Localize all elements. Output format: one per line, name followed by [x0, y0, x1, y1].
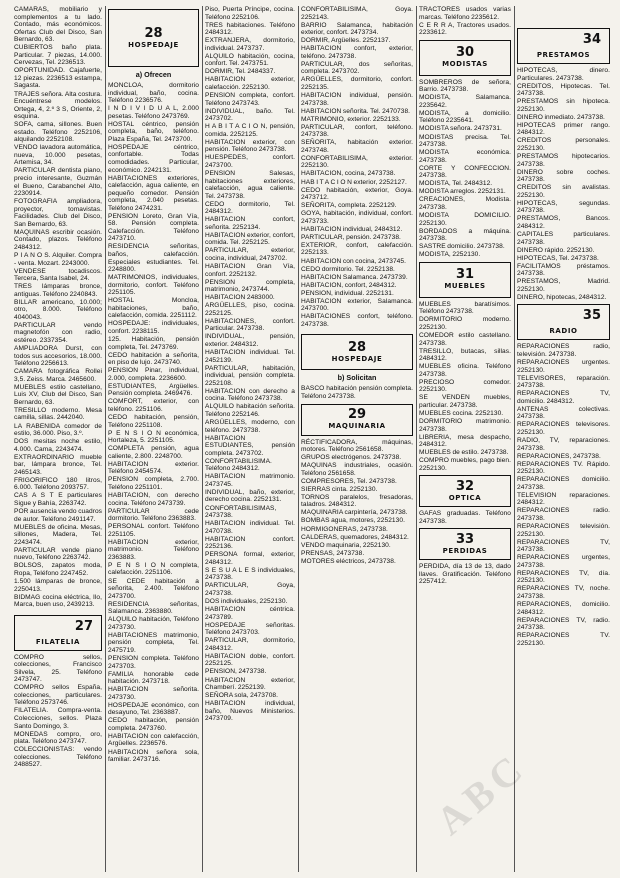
classified-ad: DOS individuales, 2252130.: [205, 598, 288, 606]
classified-ad: EXTRANJERA, dormitorio, individual. 2473737.: [205, 37, 295, 52]
classified-ad: PRESTAMOS, Bancos. 2484312.: [517, 215, 610, 230]
classified-ad: MATRIMONIOS, individuales, dormitorio, confort. Teléfono 2251105.: [108, 274, 199, 297]
classified-ad: COMPRO sellos España, colecciones, particulares. Teléfono 2573746.: [14, 684, 102, 707]
classified-ad: HABITACION, confort, 2484312.: [301, 281, 397, 289]
classified-ad: REPARACIONES, 2473738.: [517, 452, 601, 460]
classified-ad: GRUPOS electrógenos. 2473738.: [301, 454, 402, 462]
classified-ad: HIPOTECAS primer rango. 2484312.: [517, 121, 610, 137]
classified-ad: HOSTAL Moncloa, habitaciones, baño, calefacción, comida. 2251112.: [108, 297, 199, 320]
classified-ad: PARTICULAR, Goya, 2473738.: [205, 582, 295, 598]
col5-listings-e: [419, 563, 511, 586]
classified-ad: VENDO lavadora automática, nueva, 10.000 pesetas, Artemisa, 34.: [14, 144, 102, 167]
section-number: 35: [582, 308, 601, 324]
classified-ad: REPARACIONES TV, domicilio. 2484312.: [517, 390, 610, 405]
classified-ad: COMPRO muebles, pago bien. 2252130.: [419, 457, 511, 472]
classified-ad: MODISTA, Tel. 2484312.: [419, 180, 493, 188]
classified-ad: HABITACION individual, baño, Nuevos Ministerios. 2473709.: [205, 700, 295, 723]
classified-ad: CAPITALES particulares. 2473738.: [517, 230, 610, 246]
classified-ad: MODISTA DOMICILIO. 2252130.: [419, 211, 511, 227]
classified-ad: PENSION, individual. 2252131.: [301, 289, 394, 297]
classified-ad: P E N S I O N económica, Hortaleza, 5. 2251105.: [108, 429, 199, 445]
classified-ad: MATRIMONIO, exterior. 2252133.: [301, 115, 401, 123]
classified-ad: PARTICULAR, pensión. 2473738.: [301, 233, 401, 241]
classified-ad: OPORTUNIDAD. Cajafuerte, 12 piezas. 2236513 estampa, Sagasta.: [14, 67, 102, 90]
classified-ad: BORDADOS a máquina. 2473738.: [419, 227, 511, 243]
classified-ad: DINERO inmediato. 2473738.: [517, 113, 605, 121]
classified-ad: TRES habitaciones. Teléfono 2484312.: [205, 21, 295, 37]
classified-ad: ALQUILO habitación, Teléfono 2473730.: [108, 616, 199, 631]
classified-ad: P E N S I O N completa, calefacción. 2251106.: [108, 561, 199, 577]
classified-ad: MODISTA señora. 2473731.: [419, 125, 502, 133]
section-number: 33: [455, 531, 475, 547]
classified-ad: PENSION completa, confort. Teléfono 2473743.: [205, 92, 295, 107]
section-title: FILATELIA: [35, 637, 81, 646]
classified-ad: MAQUINAS escribir ocasión. Contado, plazos. Teléfono 2484312.: [14, 228, 102, 251]
classified-ad: CORTE Y CONFECCION. 2473738.: [419, 164, 511, 180]
section-title: HOSPEDAJE: [128, 40, 179, 49]
col5-listings-a: [419, 6, 511, 37]
classified-ad: HOSTAL céntrico, pensión completa, baño, teléfono. Plaza España, Tel. 2473700.: [108, 120, 199, 143]
classified-ad: HABITACION individual, pensión. 2473738.: [301, 92, 413, 107]
classified-ad: HABITACION Gran Vía, confort. 2252132.: [205, 263, 295, 278]
classified-ad: ARGÜELLES, moderno, con teléfono. 2473738.: [205, 418, 295, 434]
classified-ad: HABITACION individual. Tel. 2470738.: [205, 520, 295, 535]
classified-ad: DORMITORIO moderno. 2252130.: [419, 316, 511, 331]
section-title: MUEBLES: [444, 282, 486, 291]
classified-ad: HABITACIONES exteriores, calefacción, agua caliente, en pequeño comedor. Pensión completa, 2.040 pesetas. Teléfono 2474231.: [108, 174, 199, 212]
classified-ad: HABITACION individual, 2484312.: [301, 225, 403, 233]
col3-listings: [205, 6, 295, 723]
classified-ad: HABITACION individual. Tel. 2452139.: [205, 349, 295, 364]
column-4: [301, 6, 413, 872]
col6-listings-b: [517, 343, 610, 647]
column-2: [108, 6, 199, 872]
classified-ad: INDIVIDUAL, pensión, exterior. 2484312.: [205, 333, 295, 349]
classified-ad: REPARACIONES radio. 2473738.: [517, 507, 610, 522]
classified-ad: COMEDOR estilo castellano. 2473738.: [419, 331, 511, 347]
classified-ad: POR ausencia vendo cuadros de autor. Teléfono 2491147.: [14, 508, 102, 523]
classified-ad: FACILITAMOS préstamos. 2473738.: [517, 262, 610, 278]
classified-ad: MODISTA económica. 2473738.: [419, 149, 511, 164]
classified-ad: DORMIR, Tel. 2484337.: [205, 68, 276, 76]
classified-ad: I N D I V I D U A L, 2.000 pesetas. Teléfono 2473769.: [108, 105, 199, 120]
watermark-logo: ABC: [427, 743, 535, 844]
classified-ad: REPARACIONES TV. 2252130.: [517, 632, 610, 647]
classified-ad: AMPLIADORA Durst, con todos sus accesorios, 18.000. Teléfono 2256613.: [14, 345, 102, 368]
classified-ad: REPARACIONES, domicilio. 2484312.: [517, 600, 610, 616]
classified-ad: DINERO sobre coches. 2473738.: [517, 168, 610, 184]
classified-ad: FILATELIA. Compra-venta. Colecciones, sellos. Plaza Santo Domingo, 3.: [14, 707, 102, 730]
classified-ad: HABITACION confort. 2252136.: [205, 535, 295, 551]
section-title: OPTICA: [448, 493, 482, 502]
classified-ad: REPARACIONES TV. Rápido. 2252130.: [517, 460, 610, 476]
classified-ad: CONFORTABILISIMAS, 2473738.: [205, 504, 277, 520]
classified-ad: ARGÜELLES, dormitorio, confort. 2252135.: [301, 76, 413, 91]
classified-ad: ALQUILO habitación señorita. Teléfono 2252146.: [205, 403, 295, 418]
classified-ad: HABITACION confort, exterior, teléfono. 2473738.: [301, 45, 413, 60]
section-27-header: [14, 615, 102, 651]
classified-ad: REPARACIONES TV, radio. 2473738.: [517, 616, 610, 632]
classified-ad: HABITACION exterior. Teléfono 2454574.: [108, 460, 199, 476]
classified-ad: PRESTAMOS, Madrid. 2252130.: [517, 278, 610, 293]
classified-ad: RADIO, TV, reparaciones. 2473738.: [517, 436, 610, 452]
classified-ad: SOMBREROS de señora, Barrio. 2473738.: [419, 78, 511, 94]
column-6: [517, 6, 610, 872]
classified-ad: MONEDAS compro, oro, plata. Teléfono 2473747.: [14, 730, 102, 746]
section-30-header: [419, 40, 511, 76]
classified-ad: Piso, Puerta Príncipe, cocina. Teléfono 2252106.: [205, 6, 295, 21]
classified-ad: FRIGORIFICO 180 litros, 6.000. Teléfono 2093757.: [14, 476, 102, 492]
classified-ad: HAB I T A C I O N exterior, 2252127.: [301, 178, 407, 186]
classified-ad: HABITACION matrimonio. 2473745.: [205, 473, 295, 488]
classified-ad: REPARACIONES radio, televisión. 2473738.: [517, 343, 610, 358]
classified-ad: MONCLOA, dormitorio individual, baño, cocina. Teléfono 2236576.: [108, 82, 199, 105]
classified-ad: SASTRE domicilio. 2473738.: [419, 243, 505, 251]
classified-ad: CEDO habitación, pensión completa. 2473760.: [108, 717, 199, 732]
column-5: [419, 6, 511, 872]
section-title: RADIO: [549, 327, 578, 336]
section-subheading: a) Ofrecen: [135, 70, 172, 79]
section-title: MODISTAS: [442, 60, 488, 69]
section-number: 34: [582, 32, 601, 47]
col4-listings-a: [301, 6, 413, 328]
col1-listings-a: [14, 6, 102, 609]
classified-ad: HIPOTECAS, segundas. 2473738.: [517, 199, 610, 215]
classified-ad: COMFORT, exterior, con teléfono. 2251106.: [108, 398, 199, 413]
classified-ad: CREDITOS personales. 2252130.: [517, 137, 610, 152]
classified-ad: HABITACION, con derecho cocina. Teléfono 2473739.: [108, 491, 199, 507]
classified-ad: 125. Habitación, pensión completa, Tel. 2473769.: [108, 336, 199, 351]
classified-ad: HOSPEDAJE económico, con desayuno, Tel. 2363887.: [108, 701, 199, 717]
section-number: 30: [455, 45, 475, 61]
classified-ad: PERSONA formal, exterior, 2484312.: [205, 551, 295, 566]
classified-ad: HOSPEDAJE: individuales, confort. 2238115.: [108, 320, 199, 335]
classified-ad: FAMILIA honorable cede habitación. 2473718.: [108, 670, 199, 686]
classified-ad: PARTICULAR dentista piano, precio interesante, Guzmán el Bueno, Carabanchel Alto, 2230914.: [14, 167, 102, 198]
classified-ad: FOTOGRAFIA ampliadora, proyector, tomavistas. Facilidades. Club del Disco, San Bernardo, 63.: [14, 198, 102, 228]
classified-ad: HABITACION exterior, calefacción. 2252130.: [205, 76, 295, 91]
classified-ad: EXTERIOR, confort, calefacción. 2252133.: [301, 241, 413, 257]
classified-ad: MUEBLES estilo castellano, Luis XV, Club del Disco, San Bernardo, 63.: [14, 383, 102, 406]
col2-listings: [108, 82, 199, 764]
classified-ad: REPARACIONES domicilio. 2473738.: [517, 476, 610, 491]
classified-ad: MAQUINARIA carpintería, 2473738.: [301, 509, 408, 517]
section-number: 27: [74, 618, 93, 634]
classified-ad: MUEBLES oficina. Teléfono 2473738.: [419, 363, 511, 378]
classified-ad: MODISTAS precisa. Tel. 2473738.: [419, 133, 511, 149]
classified-ad: CUBIERTOS baño plata. Particular. 7 piezas, 14.000. Cervezas, Tel. 2236513.: [14, 44, 102, 67]
section-title: HOSPEDAJE: [331, 354, 383, 363]
section-28b-header: [301, 334, 413, 370]
classified-ad: HUESPEDES, confort. 2473700.: [205, 154, 295, 169]
section-31-header: [419, 262, 511, 298]
classified-ad: TORNOS paralelos, fresadoras, taladros. 2484312.: [301, 493, 413, 509]
classified-ad: COMPLETA pensión, agua caliente, 2.800. 2248700.: [108, 445, 199, 460]
section-subheading: b) Solicitan: [337, 373, 377, 383]
classified-ad: DOS mesitas noche estilo, 4.000. Cama, 2243474.: [14, 438, 102, 453]
classified-ad: MUEBLES de oficina. Mesas, sillones, Madera, Tel. 2243474.: [14, 523, 102, 546]
classified-ad: MUEBLES cocina. 2252130.: [419, 409, 504, 417]
classified-ad: PENSION Salesas, habitaciones exteriores, calefacción, agua caliente. Tel. 2473738.: [205, 169, 295, 200]
column-1: [14, 6, 102, 872]
classified-page: [14, 6, 610, 872]
classified-ad: PARTICULAR cede dormitorio. Teléfono 2363883.: [108, 507, 199, 523]
classified-ad: DINERO rápido. 2252130.: [517, 246, 595, 254]
classified-ad: CALDERAS, quemadores, 2484312.: [301, 533, 409, 541]
section-29-header: [301, 404, 413, 436]
classified-ad: HABITACION Salamanca. 2473739.: [301, 273, 408, 281]
col4-listings-b: [301, 385, 413, 400]
classified-ad: PENSION completa, 2.700. Teléfono 2251101.: [108, 476, 199, 491]
classified-ad: CREDITOS sin avalistas. 2252130.: [517, 184, 610, 199]
classified-ad: BOMBAS agua, motores, 2252130.: [301, 517, 405, 525]
classified-ad: PRECIOSO comedor. 2252130.: [419, 378, 511, 394]
classified-ad: HABITACION con cocina, 2473745.: [301, 257, 406, 265]
classified-ad: DORMITORIO matrimonio. 2473738.: [419, 417, 511, 433]
classified-ad: S E S U A L E S individuales, 2473738.: [205, 566, 295, 582]
classified-ad: MUEBLES baratísimos. Teléfono 2473738.: [419, 300, 511, 316]
classified-ad: REPARACIONES urgentes. 2252130.: [517, 359, 610, 374]
classified-ad: CEDO habitación a señorita, en piso de lujo. 2473740.: [108, 351, 199, 367]
classified-ad: HABITACION, cocina, 2473738.: [301, 170, 396, 178]
classified-ad: HABITACION señorita. 2473730.: [108, 686, 199, 701]
classified-ad: ESTUDIANTES, Argüelles. Pensión completa. 2469476.: [108, 382, 199, 398]
classified-ad: TRES lámparas bronce, antiguas. Teléfono 2240843.: [14, 283, 102, 298]
classified-ad: PENSION Pinar, individual, 2.000, completa. 2236600.: [108, 367, 199, 382]
classified-ad: HABITACION exterior, confort, comida. Tel. 2252125.: [205, 231, 295, 247]
classified-ad: PRESTAMOS sin hipoteca. 2252130.: [517, 98, 610, 113]
classified-ad: COMPRESORES, Tel. 2473738.: [301, 477, 397, 485]
classified-ad: MODISTA, Salamanca. 2235642.: [419, 94, 511, 109]
classified-ad: CONFORTABILISIMA. Teléfono 2484312.: [205, 457, 272, 473]
col4-listings-c: [301, 439, 413, 566]
classified-ad: REPARACIONES urgentes, 2473738.: [517, 554, 610, 569]
classified-ad: REPARACIONES TV, 2473738.: [517, 538, 610, 554]
classified-ad: ARGÜELLES, piso, cocina. 2252125.: [205, 302, 295, 317]
classified-ad: HABITACION exterior, Salamanca. 2473700.: [301, 297, 413, 313]
classified-ad: P I A N O S. Alquiler. Compra - venta. Mozart. 2243000.: [14, 252, 102, 267]
classified-ad: C E R R A, Tractores usados. 2233612.: [419, 21, 511, 37]
classified-ad: HABITACION confort, señorita. 2252134.: [205, 216, 295, 231]
classified-ad: TRAJES señora. Alta costura. Encuéntrese modelos. Ortega, 4, 2.º 3 S, Oriente, 2, esquina.: [14, 90, 102, 121]
classified-ad: DINERO, hipotecas, 2484312.: [517, 293, 607, 301]
classified-ad: BASCO habitación pensión completa. Teléfono 2473738.: [301, 385, 413, 400]
classified-ad: INDIVIDUAL, baño. Tel. 2473702.: [205, 107, 295, 123]
classified-ad: SEÑORA sola, 2473708.: [205, 692, 279, 700]
classified-ad: CREDITOS, Hipotecas. Tel. 2473738.: [517, 82, 610, 98]
classified-ad: SOFA, cama, sillones. Buen estado. Teléfono 2252106, alquilando 2252108.: [14, 121, 102, 144]
classified-ad: HABITACION con derecho a cocina. Teléfono 2473738.: [205, 387, 295, 403]
section-number: 28: [347, 339, 367, 355]
classified-ad: CEDO dormitorio. Tel. 2252138.: [301, 265, 395, 273]
classified-ad: HABITACIONES, confort. Particular. 2473738.: [205, 317, 295, 333]
classified-ad: HOSPEDAJE señoritas. Teléfono 2473703.: [205, 621, 295, 637]
column-3: [205, 6, 295, 872]
classified-ad: CREACIONES, Modista. 2473738.: [419, 196, 511, 211]
classified-ad: PARTICULAR, habitación, individual, pensión completa. 2252108.: [205, 364, 295, 387]
section-number: 29: [347, 407, 367, 423]
classified-ad: HABITACION exterior, con pensión. Teléfono 2473738.: [205, 138, 295, 154]
classified-ad: REPARACIONES televisión. 2252130.: [517, 522, 610, 538]
classified-ad: TELEVISORES, reparación. 2473738.: [517, 374, 610, 390]
classified-ad: SE CEDE habitación a señorita, 2.400. Teléfono 2473700.: [108, 577, 199, 600]
classified-ad: BARRIO Salamanca, habitación exterior, confort. 2473734.: [301, 21, 413, 37]
classified-ad: REPARACIONES TV, día. 2252130.: [517, 569, 610, 585]
section-number: 32: [455, 478, 475, 494]
classified-ad: PARTICULAR vende piano nuevo, Teléfono 2263742.: [14, 546, 102, 562]
section-number: 28: [144, 25, 163, 41]
section-28-header: [108, 9, 199, 67]
classified-ad: CAS A S T E particulares Sigue y Bahía, 2263742.: [14, 492, 102, 507]
classified-ad: HABITACION señora sola, familiar. 2473716.: [108, 748, 199, 764]
classified-ad: H A B I T A C I O N, pensión, comida. 2252125.: [205, 123, 295, 138]
classified-ad: SEÑORITA, habitación exterior. 2473748.: [301, 139, 413, 154]
classified-ad: VENDESE tocadiscos. Tercera, Santa Isabel, 24.: [14, 267, 102, 283]
classified-ad: GOYA, habitación, individual, confort. 2473733.: [301, 210, 413, 225]
classified-ad: TELEVISION reparaciones. 2484312.: [517, 491, 610, 507]
classified-ad: HABITACION 2483000.: [205, 294, 275, 302]
col6-listings-a: [517, 67, 610, 301]
classified-ad: HIPOTECAS, dinero. Particulares. 2473738.: [517, 67, 610, 82]
classified-ad: HORMIGONERAS, 2473738.: [301, 525, 388, 533]
classified-ad: HABITACION exterior, Chamberí. 2252139.: [205, 676, 295, 692]
classified-ad: MOTORES eléctricos, 2473738.: [301, 557, 396, 565]
classified-ad: PARTICULAR, dormitorio, 2484312.: [205, 637, 295, 652]
classified-ad: LIBRERIA, mesa despacho, 2484312.: [419, 433, 511, 449]
classified-ad: HABITACION ESTUDIANTES, pensión completa. 2473702.: [205, 434, 295, 457]
classified-ad: PARTICULAR, dos señoritas, completa. 2473702.: [301, 60, 413, 76]
classified-ad: PERDIDA, día 13 de 13, dado llaves. Gratificación. Teléfono 2257412.: [419, 563, 511, 586]
classified-ad: TRESILLO, butacas, sillas. 2484312.: [419, 347, 511, 363]
classified-ad: CAMARA fotográfica Rollei 3,5. Zeiss. Marca. 2465600.: [14, 368, 102, 383]
classified-ad: CONFORTABILISIMA, Goya. 2252143.: [301, 6, 413, 21]
classified-ad: PERSONAL confort. Teléfono 2251105.: [108, 523, 199, 538]
classified-ad: HABITACION con calefacción, Argüelles. 2236576.: [108, 732, 199, 748]
classified-ad: VENDO maquinaria, 2252130.: [301, 541, 391, 549]
classified-ad: HOSPEDAJE céntrico, confortable. Todas comodidades. Particular, económico. 2242131.: [108, 143, 199, 174]
classified-ad: PRESTAMOS hipotecarios. 2473738.: [517, 153, 610, 168]
classified-ad: CEDO habitación, exterior, Goya. 2473712.: [301, 186, 413, 202]
classified-ad: RESIDENCIA señoritas, baños, calefacción. Especiales estudiantes. Tel. 2248800.: [108, 243, 199, 274]
classified-ad: PARTICULAR, exterior, cocina, individual, 2473702.: [205, 247, 295, 262]
classified-ad: HABITACIONES matrimonio, pensión completa, Tel. 2475719.: [108, 631, 199, 654]
classified-ad: CEDO dormitorio, Tel. 2484312.: [205, 200, 295, 216]
classified-ad: GAFAS graduadas. Teléfono 2473738.: [419, 510, 511, 525]
classified-ad: 1.500 lámparas de bronce, 2250413.: [14, 577, 102, 593]
classified-ad: CEDO habitación, pensión, Teléfono 2251108.: [108, 414, 199, 429]
classified-ad: LA RABENIDA comedor de estilo, 36.000. Piso, 3.º.: [14, 422, 102, 438]
classified-ad: PARTICULAR, confort, teléfono. 2473738.: [301, 123, 413, 139]
classified-ad: PENSION completa. Teléfono 2473703.: [108, 654, 199, 670]
classified-ad: COLECCIONISTAS: vendo colecciones. Teléfono 2488527.: [14, 746, 102, 769]
classified-ad: HABITACION exterior, matrimonio. Teléfono 2363883.: [108, 538, 199, 561]
classified-ad: MODISTA, a domicilio. Teléfono 2235641.: [419, 109, 511, 125]
classified-ad: TRACTORES usados varias marcas. Teléfono 2235612.: [419, 6, 511, 21]
col5-listings-b: [419, 79, 511, 259]
classified-ad: RÉCTIFICADORA, máquinas, motores. Teléfono 2561658.: [301, 438, 413, 454]
classified-ad: REPARACIONES TV, noche. 2473738.: [517, 585, 610, 600]
col5-listings-c: [419, 301, 511, 473]
classified-ad: BIDMAG cocina eléctrica, Ilo, Marca, buen uso, 2439213.: [14, 593, 102, 609]
section-33-header: [419, 528, 511, 560]
classified-ad: MODISTA arreglos. 2252131.: [419, 188, 506, 196]
classified-ad: INDIVIDUAL, baño, exterior, derecho cocina. 2252131.: [205, 488, 295, 504]
classified-ad: PRENSAS, 2473738.: [301, 549, 365, 557]
section-32-header: [419, 475, 511, 507]
classified-ad: PENSION, 2473738.: [205, 668, 267, 676]
section-number: 31: [455, 267, 475, 283]
classified-ad: REPARACIONES televisores. 2252130.: [517, 421, 610, 436]
classified-ad: HABITACION señorita. Tel. 2470738.: [301, 107, 411, 115]
section-35-header: [517, 304, 610, 340]
classified-ad: DORMIR, Argüelles. 2252137.: [301, 37, 391, 45]
section-title: PRESTAMOS: [536, 51, 591, 59]
classified-ad: ANTENAS colectivas. 2473738.: [517, 405, 610, 421]
classified-ad: SE VENDEN muebles, particular. 2473738.: [419, 394, 511, 409]
classified-ad: RESIDENCIA señoritas, Salamanca. 2363880.: [108, 600, 199, 616]
col1-listings-b: [14, 654, 102, 769]
classified-ad: HABITACIONES confort, teléfono. 2473738.: [301, 313, 413, 328]
classified-ad: PENSION completa, matrimonio, 2473744.: [205, 278, 295, 294]
section-title: MAQUINARIA: [328, 422, 386, 431]
classified-ad: CAMARAS, mobiliario y complementos a tu lado. Contado, más económicos. Ofertas Club del Disco, San Bernardo, 63.: [14, 6, 102, 44]
section-title: PERDIDAS: [442, 546, 488, 555]
classified-ad: PARTICULAR vendo magnetofón con radio, estéreo. 2337354.: [14, 321, 102, 345]
classified-ad: BILLAR americano, 10.000; otro, 8.000. Teléfono 4040043.: [14, 298, 102, 321]
classified-ad: SEÑORITA, completa. 2252129.: [301, 202, 397, 210]
classified-ad: PENSION Loreto, Gran Vía, 58. Pensión completa. Calefacción. Teléfono 2473710.: [108, 212, 199, 243]
classified-ad: TRESILLO moderno. Mesa camilla, sillas. 2442040.: [14, 406, 102, 422]
classified-ad: ALQUILO habitación, cocina, confort. Tel. 2473751.: [205, 52, 295, 68]
classified-ad: EXTRAORDINARIO mueble bar, lámpara bronce, Tel. 2465143.: [14, 453, 102, 476]
classified-ad: HIPOTECAS, Tel. 2473738.: [517, 254, 599, 262]
classified-ad: BOLSOS, zapatos moda, Ropa, Teléfono 2247452.: [14, 562, 102, 577]
col5-listings-d: [419, 510, 511, 525]
classified-ad: HABITACION céntrica. 2473789.: [205, 606, 295, 621]
section-34-header: [517, 28, 610, 64]
classified-ad: MODISTA, 2252130.: [419, 251, 481, 259]
classified-ad: CONFORTABILISIMA, exterior. 2252130.: [301, 154, 413, 170]
classified-ad: HABITACION doble, confort. 2252125.: [205, 652, 295, 668]
classified-ad: COMPRO sellos, colecciones, Francisco Silvela, 25. Teléfono 2473747.: [14, 653, 102, 684]
classified-ad: MUEBLES de estilo. 2473738.: [419, 449, 509, 457]
classified-ad: SIERRAS cinta. 2252130.: [301, 485, 378, 493]
classified-ad: MAQUINAS industriales, ocasión. Teléfono 2561658.: [301, 462, 413, 477]
